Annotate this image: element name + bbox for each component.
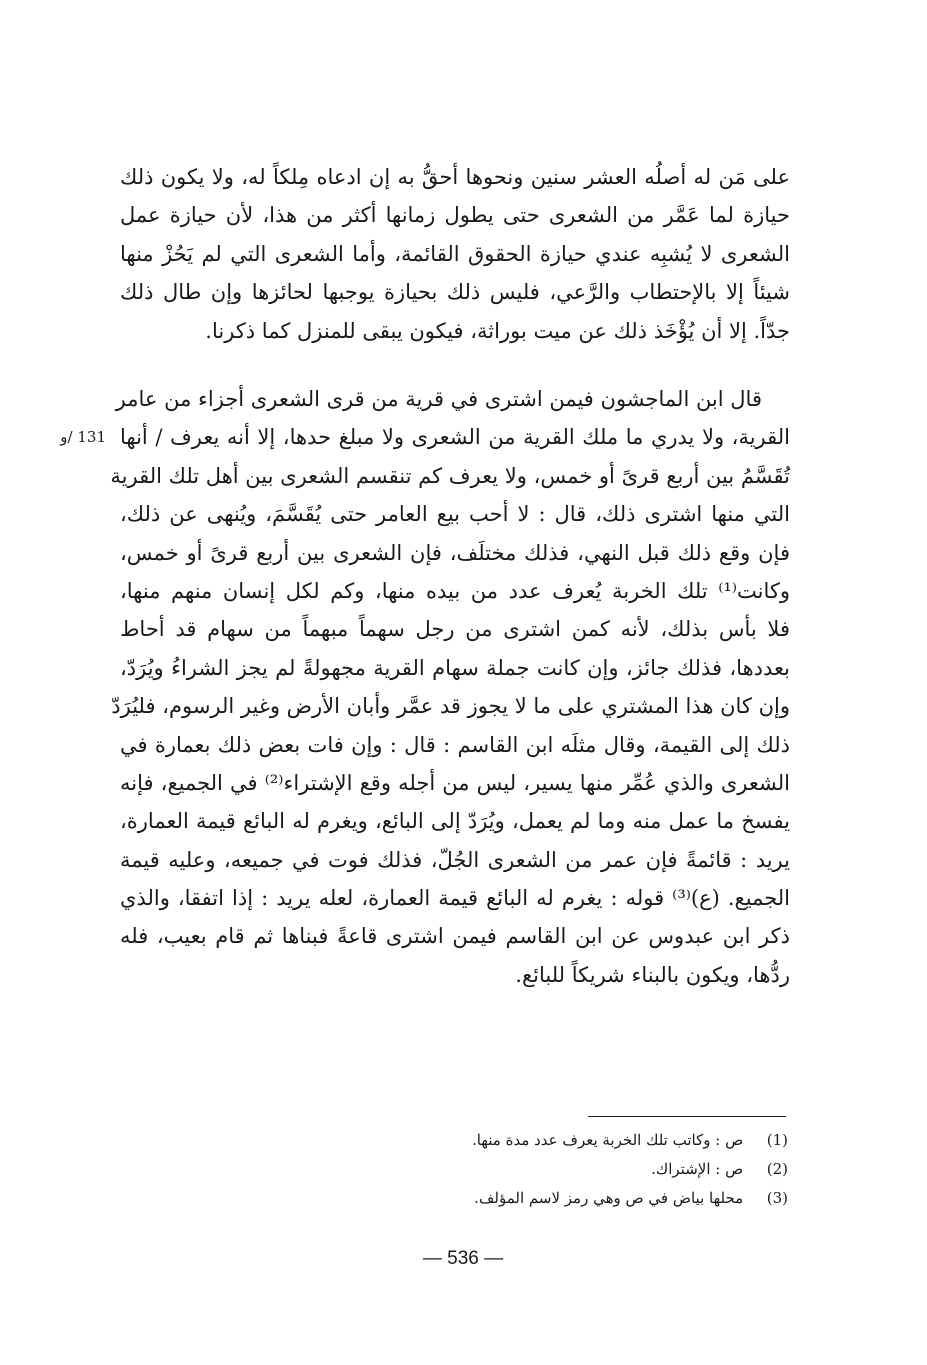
text-line: الجميع. (ع)⁽³⁾ قوله : يغرم له البائع قيمة العمارة، لعله يريد : إذا اتفقا، والذي (120, 886, 790, 911)
text-line: الشعرى لا يُشبِه عندي حيازة الحقوق القائمة، وأما الشعرى التي لم يَحُزْ منها (120, 241, 790, 266)
footnotes (300, 1126, 788, 1213)
page-number: — 536 — (422, 1248, 504, 1269)
footnote-text: محلها بياض في ص وهي رمز لاسم المؤلف. (474, 1189, 744, 1207)
text-line: ذلك إلى القيمة، وقال مثلَه ابن القاسم : قال : وإن فات بعض ذلك بعمارة في (120, 732, 790, 757)
footnote-number: (1) (766, 1131, 788, 1149)
text-line: حيازة لما عَمَّر من الشعرى حتى يطول زمانها أكثر من هذا، لأن حيازة عمل (120, 203, 790, 228)
footnote (300, 1155, 788, 1184)
text-line: الشعرى والذي عُمِّر منها يسير، ليس من أجله وقع الإشتراء⁽²⁾ في الجميع، فإنه (120, 770, 790, 795)
text-line: تُقَسَّمُ بين أربع قرىً أو خمس، ولا يعرف كم تنقسم الشعرى بين أهل تلك القرية (110, 463, 790, 488)
text-line: وإن كان هذا المشتري على ما لا يجوز قد عمَّر وأبان الأرض وغير الرسوم، فليُرَدّ (111, 694, 790, 719)
folio-marker: 131 /و (60, 428, 106, 446)
paragraph-2 (110, 380, 790, 994)
footnote-text: ص : الإشتراك. (651, 1160, 744, 1178)
text-line: وكانت⁽¹⁾ تلك الخربة يُعرف عدد من بيده منها، وكم لكل إنسان منهم منها، (120, 578, 790, 603)
footnote (300, 1126, 788, 1155)
text-line: يريد : قائمةً فإن عمر من الشعرى الجُلّ، فذلك فوت في جميعه، وعليه قيمة (120, 847, 790, 872)
text-line: فلا بأس بذلك، لأنه كمن اشترى من رجل سهماً مبهماً من سهام قد أحاط (120, 617, 790, 642)
text-line: قال ابن الماجشون فيمن اشترى في قرية من قرى الشعرى أجزاء من عامر (115, 387, 762, 411)
footnote-number: (2) (766, 1160, 788, 1178)
text-line: يفسخ ما عمل منه وما لم يعمل، ويُرَدّ إلى البائع، ويغرم له البائع قيمة العمارة، (120, 809, 790, 834)
text-line: فإن وقع ذلك قبل النهي، فذلك مختلَف، فإن الشعرى بين أربع قرىً أو خمس، (120, 540, 790, 565)
footnote-text: ص : وكاتب تلك الخربة يعرف عدد مدة منها. (472, 1131, 744, 1149)
footnote-divider (588, 1116, 786, 1117)
text-line: على مَن له أصلُه العشر سنين ونحوها أحقُّ به إن ادعاه مِلكاً له، ولا يكون ذلك (120, 165, 790, 189)
text-line: ذكر ابن عبدوس عن ابن القاسم فيمن اشترى قاعةً فبناها ثم قام بعيب، فله (120, 924, 790, 949)
paragraph-1 (120, 158, 790, 350)
text-line: شيئاً إلا بالإحتطاب والرَّعي، فليس ذلك بحيازة يوجبها لحائزها وإن طال ذلك (120, 280, 790, 305)
footnote-number: (3) (766, 1189, 788, 1207)
text-line: جدّاً. إلا أن يُؤْخَذ ذلك عن ميت بوراثة، فيكون يبقى للمنزل كما ذكرنا. (205, 318, 790, 343)
footnote (300, 1184, 788, 1213)
text-line: التي منها اشترى ذلك، قال : لا أحب بيع العامر حتى يُقَسَّمَ، ويُنهى عن ذلك، (120, 502, 790, 527)
text-line: بعددها، فذلك جائز، وإن كانت جملة سهام القرية مجهولةً لم يجز الشراءُ ويُرَدّ، (120, 655, 790, 680)
text-line: ردُّها، ويكون بالبناء شريكاً للبائع. (515, 962, 790, 987)
text-line: القرية، ولا يدري ما ملك القرية من الشعرى ولا مبلغ حدها، إلا أنه يعرف / أنها (120, 425, 790, 450)
